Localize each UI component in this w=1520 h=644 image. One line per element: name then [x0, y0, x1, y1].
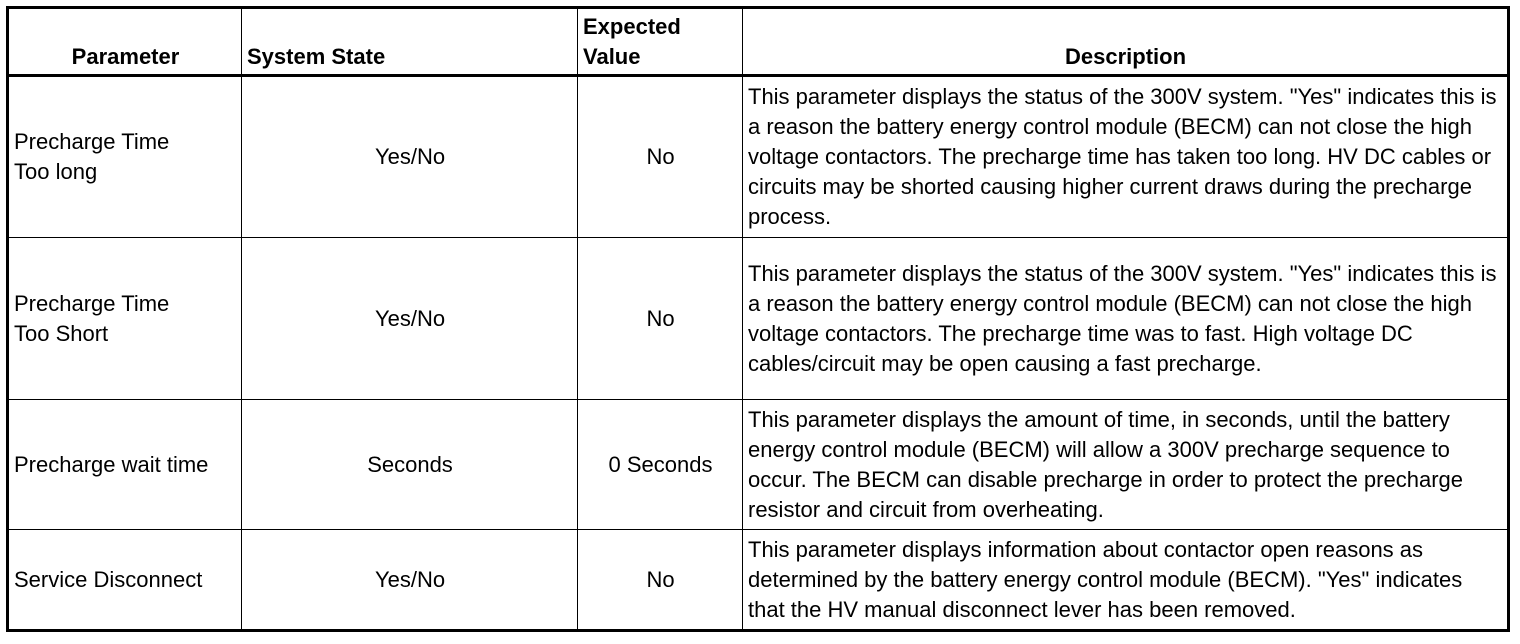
- header-description: Description: [743, 8, 1509, 76]
- parameter-name-line2: Too long: [14, 159, 98, 184]
- expected-value-cell: 0 Seconds: [578, 400, 743, 530]
- table-row: [8, 530, 1509, 631]
- parameter-name-line1: Precharge Time: [14, 129, 170, 154]
- expected-value-cell: No: [578, 76, 743, 238]
- parameter-table: [6, 6, 1510, 632]
- expected-value-cell: No: [578, 238, 743, 400]
- header-expected-value-line2: Value: [583, 44, 641, 69]
- header-expected-value: [578, 8, 743, 76]
- header-system-state: System State: [242, 8, 578, 76]
- table-row: [8, 238, 1509, 400]
- description-cell: This parameter displays the amount of time, in seconds, until the battery energy control module (BECM) will allow a 300V precharge sequence to occur. The BECM can disable precharge in order to protect the precharge resistor and circuit from overheating.: [743, 400, 1509, 530]
- parameter-cell: [8, 76, 242, 238]
- header-expected-value-line1: Expected: [583, 14, 681, 39]
- description-cell: This parameter displays the status of the 300V system. "Yes" indicates this is a reason the battery energy control module (BECM) can not close the high voltage contactors. The precharge time has taken too long. HV DC cables or circuits may be shorted causing higher current draws during the precharge process.: [743, 76, 1509, 238]
- system-state-cell: Seconds: [242, 400, 578, 530]
- description-cell: This parameter displays the status of the 300V system. "Yes" indicates this is a reason the battery energy control module (BECM) can not close the high voltage contactors. The precharge time was to fast. High voltage DC cables/circuit may be open causing a fast precharge.: [743, 238, 1509, 400]
- system-state-cell: Yes/No: [242, 238, 578, 400]
- system-state-cell: Yes/No: [242, 76, 578, 238]
- description-cell: This parameter displays information about contactor open reasons as determined by the battery energy control module (BECM). "Yes" indicates that the HV manual disconnect lever has been removed.: [743, 530, 1509, 631]
- parameter-cell: [8, 238, 242, 400]
- expected-value-cell: No: [578, 530, 743, 631]
- table-row: [8, 76, 1509, 238]
- parameter-cell: Precharge wait time: [8, 400, 242, 530]
- parameter-name-line2: Too Short: [14, 320, 109, 346]
- table-row: [8, 400, 1509, 530]
- system-state-cell: Yes/No: [242, 530, 578, 631]
- parameter-name-line1: Precharge Time: [14, 290, 170, 316]
- header-parameter: Parameter: [8, 8, 242, 76]
- parameter-cell: Service Disconnect: [8, 530, 242, 631]
- header-row: [8, 8, 1509, 76]
